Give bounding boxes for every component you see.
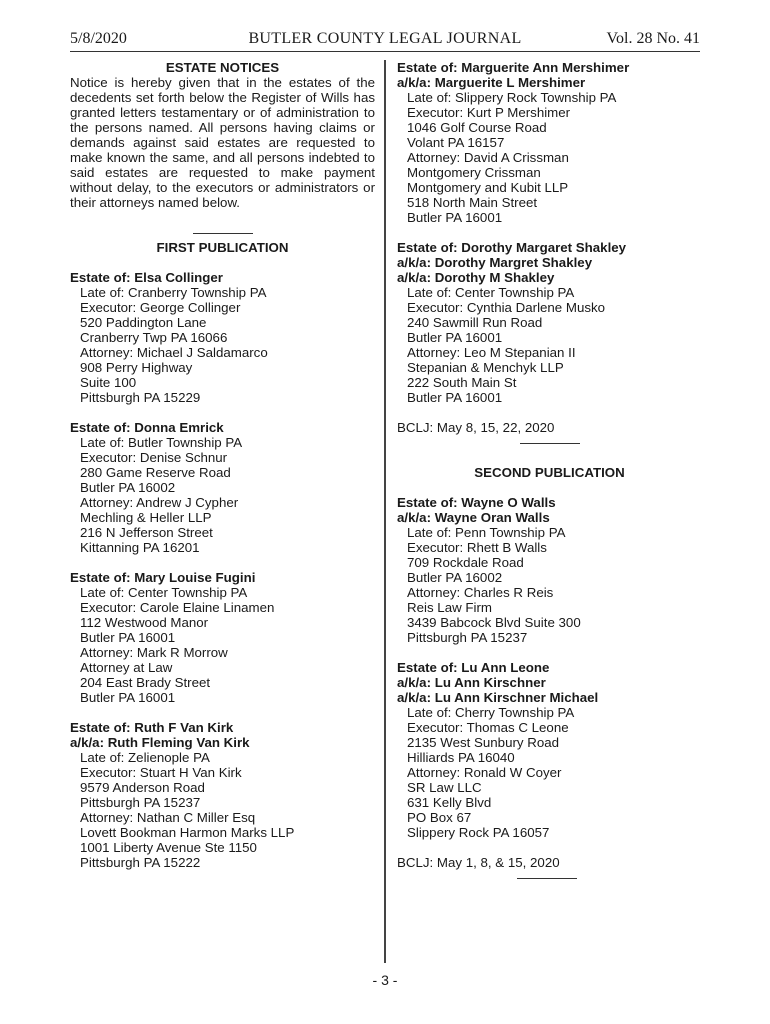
estate-detail-line: 3439 Babcock Blvd Suite 300 [407, 615, 581, 630]
estate-detail-line: 908 Perry Highway [80, 360, 193, 375]
estate-detail-line: Attorney: David A Crissman [407, 150, 569, 165]
estate-aka: a/k/a: Lu Ann Kirschner Michael [397, 690, 599, 705]
estate-aka: a/k/a: Ruth Fleming Van Kirk [70, 735, 250, 750]
estate-detail-line: 709 Rockdale Road [407, 555, 524, 570]
second-publication-heading: SECOND PUBLICATION [474, 465, 625, 480]
estate-detail-line: Pittsburgh PA 15237 [407, 630, 528, 645]
column-divider [384, 60, 386, 963]
estate-detail-line: Late of: Cherry Township PA [407, 705, 575, 720]
estate-detail-line: Attorney: Ronald W Coyer [407, 765, 562, 780]
estate-detail-line: Butler PA 16001 [407, 390, 503, 405]
estate-detail-line: Executor: Carole Elaine Linamen [80, 600, 275, 615]
separator [70, 225, 375, 240]
estate-detail-line: Attorney: Mark R Morrow [80, 645, 228, 660]
bclj-first: BCLJ: May 8, 15, 22, 2020 [397, 420, 555, 435]
estate-detail-line: Late of: Center Township PA [80, 585, 248, 600]
left-column [70, 60, 375, 885]
estate-aka: a/k/a: Marguerite L Mershimer [397, 75, 586, 90]
first-publication-heading: FIRST PUBLICATION [156, 240, 289, 255]
estate-detail-line: 222 South Main St [407, 375, 517, 390]
estate-detail-line: Attorney at Law [80, 660, 173, 675]
estate-detail-line: PO Box 67 [407, 810, 472, 825]
header-rule [70, 51, 700, 52]
estate-detail-line: Butler PA 16001 [407, 330, 503, 345]
issue-date: 5/8/2020 [70, 30, 127, 47]
estate-detail-line: Pittsburgh PA 15229 [80, 390, 201, 405]
estate-detail-line: Montgomery and Kubit LLP [407, 180, 569, 195]
estate-detail-line: Hilliards PA 16040 [407, 750, 515, 765]
left-estates-list [70, 270, 375, 885]
estate-detail-line: Butler PA 16002 [80, 480, 176, 495]
estate-entry [397, 60, 702, 225]
estate-detail-line: Montgomery Crissman [407, 165, 541, 180]
estate-entry [70, 420, 375, 555]
estate-detail-line: Suite 100 [80, 375, 137, 390]
estate-name: Estate of: Dorothy Margaret Shakley [397, 240, 627, 255]
right-first-estates-list [397, 60, 702, 420]
estate-detail-line: Attorney: Michael J Saldamarco [80, 345, 268, 360]
bclj-second: BCLJ: May 1, 8, & 15, 2020 [397, 855, 560, 870]
estate-detail-line: Attorney: Nathan C Miller Esq [80, 810, 256, 825]
estate-detail-line: Executor: Denise Schnur [80, 450, 228, 465]
page-header [70, 30, 700, 50]
estate-detail-line: 520 Paddington Lane [80, 315, 207, 330]
estate-detail-line: Pittsburgh PA 15222 [80, 855, 201, 870]
estate-detail-line: Late of: Center Township PA [407, 285, 575, 300]
estate-aka: a/k/a: Dorothy Margret Shakley [397, 255, 593, 270]
estate-detail-line: 280 Game Reserve Road [80, 465, 231, 480]
estate-entry [397, 240, 702, 405]
estate-detail-line: 216 N Jefferson Street [80, 525, 213, 540]
estate-name: Estate of: Ruth F Van Kirk [70, 720, 234, 735]
estate-entry [70, 570, 375, 705]
estate-name: Estate of: Mary Louise Fugini [70, 570, 256, 585]
estate-detail-line: Butler PA 16001 [80, 630, 176, 645]
separator [397, 870, 702, 885]
estate-detail-line: Kittanning PA 16201 [80, 540, 200, 555]
estate-detail-line: Pittsburgh PA 15237 [80, 795, 201, 810]
estate-detail-line: 112 Westwood Manor [80, 615, 209, 630]
estate-entry [70, 720, 375, 870]
estate-detail-line: 518 North Main Street [407, 195, 538, 210]
right-second-estates-list [397, 495, 702, 855]
estate-detail-line: Executor: Stuart H Van Kirk [80, 765, 242, 780]
journal-title: BUTLER COUNTY LEGAL JOURNAL [248, 30, 522, 47]
estate-detail-line: Lovett Bookman Harmon Marks LLP [80, 825, 295, 840]
estate-detail-line: Late of: Cranberry Township PA [80, 285, 267, 300]
estate-detail-line: Executor: Cynthia Darlene Musko [407, 300, 606, 315]
estate-detail-line: Butler PA 16001 [80, 690, 176, 705]
estate-name: Estate of: Marguerite Ann Mershimer [397, 60, 630, 75]
estate-detail-line: Reis Law Firm [407, 600, 492, 615]
estate-name: Estate of: Wayne O Walls [397, 495, 556, 510]
volume-number: Vol. 28 No. 41 [606, 30, 700, 47]
separator [397, 435, 702, 450]
estate-detail-line: Late of: Butler Township PA [80, 435, 243, 450]
estate-detail-line: Executor: Thomas C Leone [407, 720, 569, 735]
estate-detail-line: 2135 West Sunbury Road [407, 735, 560, 750]
estate-detail-line: Attorney: Leo M Stepanian II [407, 345, 576, 360]
section-title: ESTATE NOTICES [165, 60, 280, 75]
estate-detail-line: Stepanian & Menchyk LLP [407, 360, 564, 375]
estate-aka: a/k/a: Dorothy M Shakley [397, 270, 555, 285]
estate-detail-line: 1046 Golf Course Road [407, 120, 547, 135]
estate-detail-line: Volant PA 16157 [407, 135, 505, 150]
estate-detail-line: 240 Sawmill Run Road [407, 315, 543, 330]
estate-detail-line: Executor: George Collinger [80, 300, 241, 315]
estate-detail-line: Attorney: Charles R Reis [407, 585, 554, 600]
estate-detail-line: 1001 Liberty Avenue Ste 1150 [80, 840, 257, 855]
right-column [397, 60, 702, 885]
estate-entry [397, 495, 702, 645]
estate-name: Estate of: Lu Ann Leone [397, 660, 550, 675]
estate-aka: a/k/a: Lu Ann Kirschner [397, 675, 546, 690]
estate-entry [70, 270, 375, 405]
estate-detail-line: Executor: Kurt P Mershimer [407, 105, 571, 120]
estate-detail-line: Executor: Rhett B Walls [407, 540, 547, 555]
estate-detail-line: 631 Kelly Blvd [407, 795, 492, 810]
estate-detail-line: Mechling & Heller LLP [80, 510, 212, 525]
estate-name: Estate of: Donna Emrick [70, 420, 224, 435]
page-number: - 3 - [372, 972, 398, 988]
estate-entry [397, 660, 702, 840]
estate-detail-line: SR Law LLC [407, 780, 482, 795]
estate-detail-line: Late of: Zelienople PA [80, 750, 210, 765]
estate-aka: a/k/a: Wayne Oran Walls [397, 510, 550, 525]
estate-detail-line: Slippery Rock PA 16057 [407, 825, 550, 840]
estate-detail-line: 204 East Brady Street [80, 675, 211, 690]
estate-detail-line: Butler PA 16001 [407, 210, 503, 225]
estate-name: Estate of: Elsa Collinger [70, 270, 223, 285]
estate-detail-line: Late of: Slippery Rock Township PA [407, 90, 617, 105]
notice-paragraph: Notice is hereby given that in the estates of the decedents set forth below the Register of Wills has granted letters testamentary or of administration to the persons named. All persons having claims or demands against said estates are requested to make known the same, and all persons indebted to said estates are requested to make payment without delay, to the executors or administrators or their attorneys named below. [70, 75, 375, 210]
estate-detail-line: 9579 Anderson Road [80, 780, 205, 795]
estate-detail-line: Late of: Penn Township PA [407, 525, 566, 540]
estate-detail-line: Attorney: Andrew J Cypher [80, 495, 239, 510]
estate-detail-line: Butler PA 16002 [407, 570, 503, 585]
estate-detail-line: Cranberry Twp PA 16066 [80, 330, 228, 345]
